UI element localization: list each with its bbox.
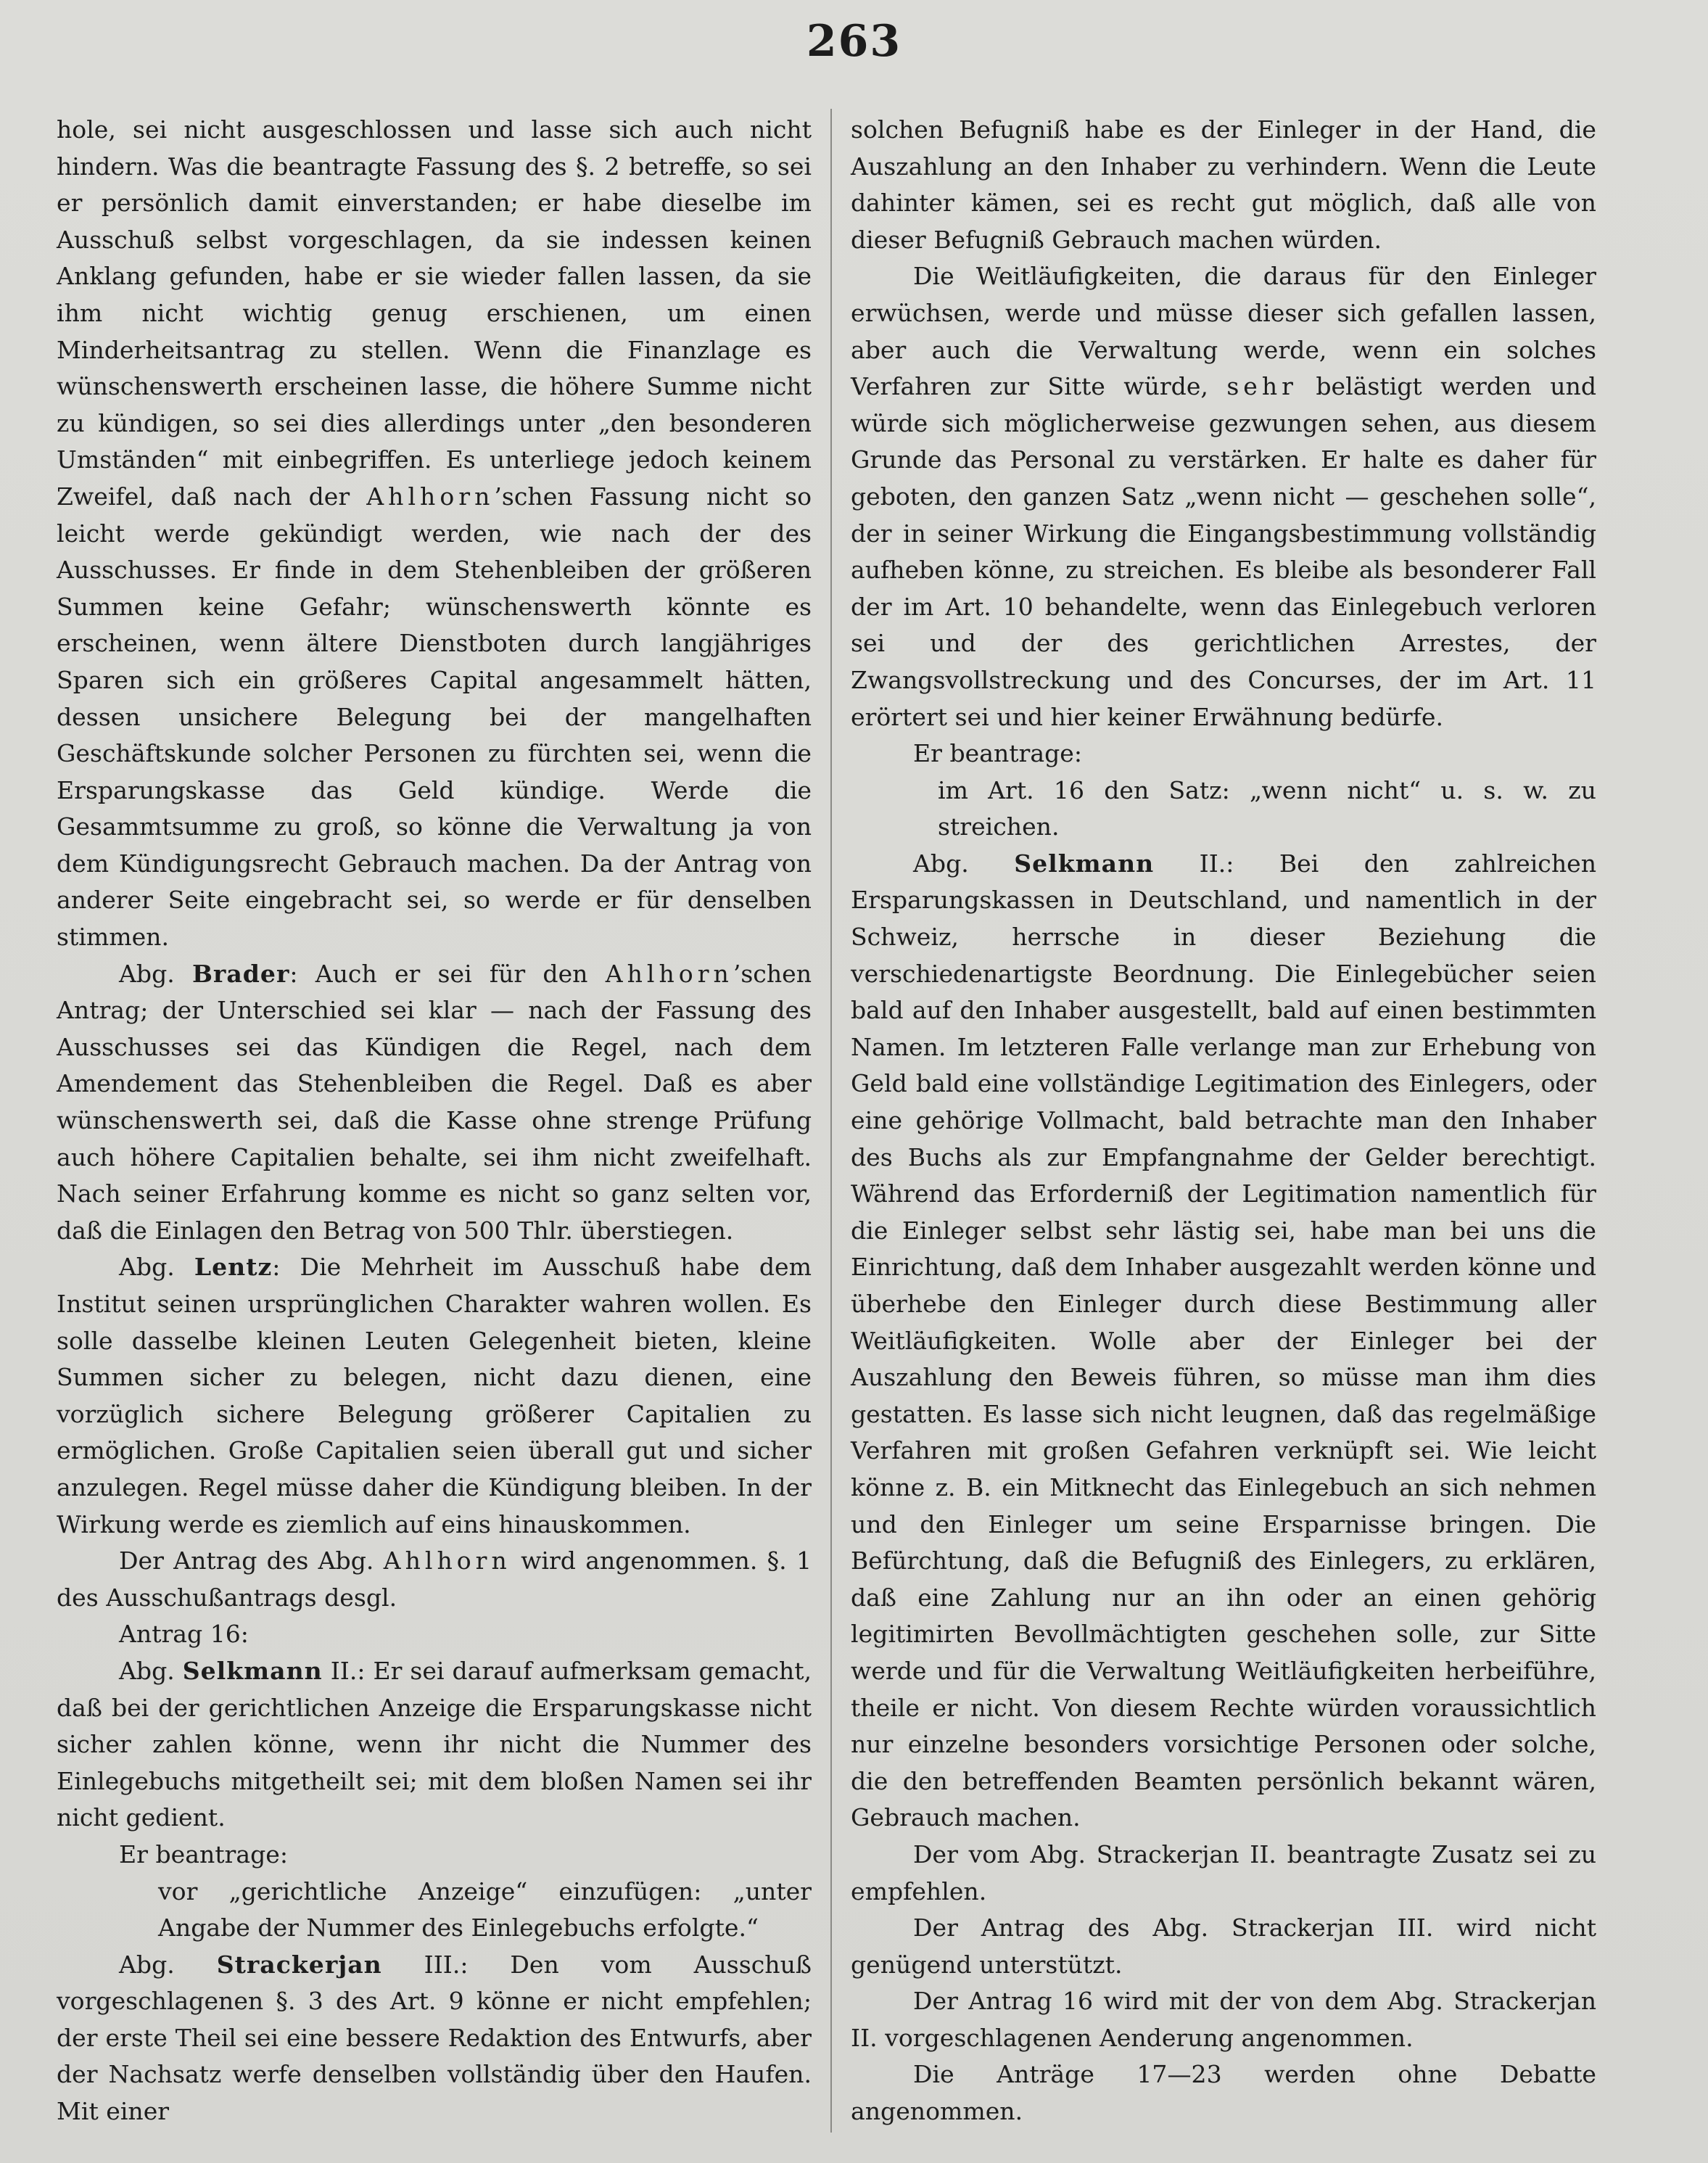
paragraph: Er beantrage: xyxy=(119,1839,288,1869)
paragraph: Er beantrage: xyxy=(913,739,1082,768)
paragraph: Der vom Abg. Strackerjan II. beantragte Zusatz sei zu empfehlen. xyxy=(851,1839,1596,1906)
column-divider xyxy=(830,109,832,2133)
paragraph: Abg. Selkmann II.: Er sei darauf aufmerksam gemacht, daß bei der gerichtlichen Anzeige die Ersparungskasse nicht sicher zahlen könne, wenn ihr nicht die Nummer des Einlegebuchs mitgetheilt sei; mit dem bloßen Namen sei ihr nicht gedient. xyxy=(57,1656,812,1832)
paragraph: Die Anträge 17—23 werden ohne Debatte angenommen. xyxy=(851,2060,1596,2126)
paragraph: Der Antrag 16 wird mit der von dem Abg. Strackerjan II. vorgeschlagenen Aenderung angenommen. xyxy=(851,1987,1596,2052)
page-number: 263 xyxy=(806,16,902,67)
speaker-name: Strackerjan xyxy=(216,1950,382,1979)
name-spaced: Ahlhorn xyxy=(383,1546,511,1575)
paragraph: Der Antrag des Abg. Ahlhorn wird angenommen. §. 1 des Ausschußantrags desgl. xyxy=(57,1546,812,1612)
paragraph: Abg. Brader: Auch er sei für den Ahlhorn’schen Antrag; der Unterschied sei klar — nach der Fassung des Ausschusses sei das Kündigen die Regel, nach dem Amendement das Stehenbleiben die Regel. Daß es aber wünschenswerth sei, daß die Kasse ohne strenge Prüfung auch höhere Capitalien behalte, sei ihm nicht zweifelhaft. Nach seiner Erfahrung komme es nicht so ganz selten vor, daß die Einlagen den Betrag von 500 Thlr. überstiegen. xyxy=(57,959,812,1245)
speaker-name: Selkmann xyxy=(1014,849,1155,878)
name-spaced: Ahlhorn xyxy=(366,482,495,511)
paragraph: Abg. Strackerjan III.: Den vom Ausschuß vorgeschlagenen §. 3 des Art. 9 könne er nicht empfehlen; der erste Theil sei eine bessere Redaktion des Entwurfs, aber der Nachsatz werfe denselben vollständig über den Haufen. Mit einer xyxy=(57,1950,812,2126)
emphasis-spaced: sehr xyxy=(1226,372,1297,401)
paragraph: Der Antrag des Abg. Strackerjan III. wird nicht genügend unterstützt. xyxy=(851,1913,1596,1979)
paragraph: Die Weitläufigkeiten, die daraus für den Einleger erwüchsen, werde und müsse dieser sich gefallen lassen, aber auch die Verwaltung werde, wenn ein solches Verfahren zur Sitte würde, sehr belästigt werden und würde sich möglicherweise gezwungen sehen, aus diesem Grunde das Personal zu verstärken. Er halte es daher für geboten, den ganzen Satz „wenn nicht — geschehen solle“, der in seiner Wirkung die Eingangsbestimmung vollständig aufheben könne, zu streichen. Es bleibe als besonderer Fall der im Art. 10 behandelte, wenn das Einlegebuch verloren sei und der des gerichtlichen Arrestes, der Zwangsvollstreckung und des Concurses, der im Art. 11 erörtert sei und hier keiner Erwähnung bedürfe. xyxy=(851,262,1596,731)
speaker-name: Brader xyxy=(191,959,290,988)
quoted-motion: im Art. 16 den Satz: „wenn nicht“ u. s. w. zu streichen. xyxy=(938,775,1596,841)
paragraph: Antrag 16: xyxy=(119,1620,249,1649)
paragraph: Abg. Selkmann II.: Bei den zahlreichen Ersparungskassen in Deutschland, und namentlich in der Schweiz, herrsche in dieser Beziehung die verschiedenartigste Beordnung. Die Einlegebücher seien bald auf den Inhaber ausgestellt, bald auf einen bestimmten Namen. Im letzteren Falle verlange man zur Erhebung von Geld bald eine vollständige Legitimation des Einlegers, oder eine gehörige Vollmacht, bald betrachte man den Inhaber des Buchs als zur Empfangnahme der Gelder berechtigt. Während das Erforderniß der Legitimation namentlich für die Einleger selbst sehr lästig sei, habe man bei uns die Einrichtung, daß dem Inhaber ausgezahlt werden könne und überhebe den Einleger durch diese Bestimmung aller Weitläufigkeiten. Wolle aber der Einleger bei der Auszahlung den Beweis führen, so müsse man ihm dies gestatten. Es lasse sich nicht leugnen, daß das regelmäßige Verfahren mit großen Gefahren verknüpft sei. Wie leicht könne z. B. ein Mitknecht das Einlegebuch an sich nehmen und den Einleger um seine Ersparnisse bringen. Die Befürchtung, daß die Befugniß des Einlegers, zu erklären, daß eine Zahlung nur an ihn oder an einen gehörig legitimirten Bevollmächtigten geschehen solle, zur Sitte werde und für die Verwaltung Weitläufigkeiten herbeiführe, theile er nicht. Von diesem Rechte würden voraussichtlich nur einzelne besonders vorsichtige Personen oder solche, die den betreffenden Beamten persönlich bekannt wären, Gebrauch machen. xyxy=(851,849,1596,1832)
paragraph: hole, sei nicht ausgeschlossen und lasse sich auch nicht hindern. Was die beantragte Fassung des §. 2 betreffe, so sei er persönlich damit einverstanden; er habe dieselbe im Ausschuß selbst vorgeschlagen, da sie indessen keinen Anklang gefunden, habe er sie wieder fallen lassen, da sie ihm nicht wichtig genug erschienen, um einen Minderheitsantrag zu stellen. Wenn die Finanzlage es wünschenswerth erscheinen lasse, die höhere Summe nicht zu kündigen, so sei dies allerdings unter „den besonderen Umständen“ mit einbegriffen. Es unterliege jedoch keinem Zweifel, daß nach der Ahlhorn’schen Fassung nicht so leicht werde gekündigt werden, wie nach der des Ausschusses. Er finde in dem Stehenbleiben der größeren Summen keine Gefahr; wünschenswerth könnte es erscheinen, wenn ältere Dienstboten durch langjähriges Sparen sich ein größeres Capital angesammelt hätten, dessen unsichere Belegung bei der mangelhaften Geschäftskunde solcher Personen zu fürchten sei, wenn die Ersparungskasse das Geld kündige. Werde die Gesammtsumme zu groß, so könne die Verwaltung ja von dem Kündigungsrecht Gebrauch machen. Da der Antrag von anderer Seite eingebracht sei, so werde er für denselben stimmen. xyxy=(57,115,812,952)
name-spaced: Ahlhorn xyxy=(605,959,733,988)
left-column xyxy=(57,112,812,2135)
quoted-motion: vor „gerichtliche Anzeige“ einzufügen: „unter Angabe der Nummer des Einlegebuchs erfolgte.“ xyxy=(158,1876,812,1942)
speaker-name: Lentz xyxy=(194,1253,273,1282)
speaker-name: Selkmann xyxy=(182,1656,323,1685)
paragraph: solchen Befugniß habe es der Einleger in der Hand, die Auszahlung an den Inhaber zu verhindern. Wenn die Leute dahinter kämen, sei es recht gut möglich, daß alle von dieser Befugniß Gebrauch machen würden. xyxy=(851,115,1596,254)
paragraph: Abg. Lentz: Die Mehrheit im Ausschuß habe dem Institut seinen ursprünglichen Charakter wahren wollen. Es solle dasselbe kleinen Leuten Gelegenheit bieten, kleine Summen sicher zu belegen, nicht dazu dienen, eine vorzüglich sichere Belegung größerer Capitalien zu ermöglichen. Große Capitalien seien überall gut und sicher anzulegen. Regel müsse daher die Kündigung bleiben. In der Wirkung werde es ziemlich auf eins hinauskommen. xyxy=(57,1253,812,1538)
right-column xyxy=(851,112,1596,2135)
